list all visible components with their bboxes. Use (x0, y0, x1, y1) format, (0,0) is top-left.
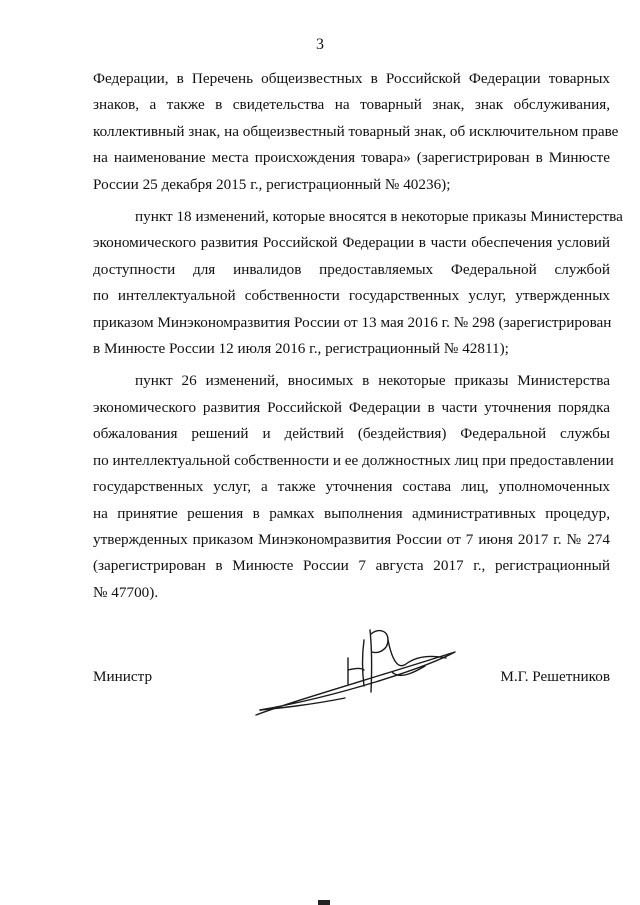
text-line: приказом Минэкономразвития России от 13 мая 2016 г. № 298 (зарегистрирован (93, 313, 612, 331)
text-line: России 25 декабря 2015 г., регистрационный № 40236); (93, 175, 451, 193)
signatory-title: Министр (93, 668, 153, 685)
paragraph-3 (93, 368, 614, 606)
text-line: коллективный знак, на общеизвестный товарный знак, об исключительном праве (93, 122, 619, 140)
text-line: по интеллектуальной собственности и ее должностных лиц при предоставлении (93, 451, 614, 469)
text-line: экономического развития Российской Федерации в части обеспечения условий (93, 234, 610, 252)
text-line: в Минюсте России 12 июля 2016 г., регистрационный № 42811); (93, 340, 509, 358)
text-line: пункт 26 изменений, вносимых в некоторые приказы Министерства (135, 372, 610, 390)
text-line: пункт 18 изменений, которые вносятся в некоторые приказы Министерства (135, 208, 623, 226)
text-line: обжалования решений и действий (бездействия) Федеральной службы (93, 425, 610, 443)
signature-block (93, 668, 610, 698)
text-line: утвержденных приказом Минэкономразвития России от 7 июня 2017 г. № 274 (93, 530, 610, 548)
page-number: 3 (316, 36, 324, 53)
signatory-name: М.Г. Решетников (500, 668, 610, 685)
scan-edge-mark (318, 900, 330, 905)
paragraph-1 (93, 66, 619, 198)
document-body (93, 66, 623, 606)
paragraph-2 (93, 204, 623, 362)
text-line: на наименование места происхождения товара» (зарегистрирован в Минюсте (93, 149, 610, 167)
text-line: на принятие решения в рамках выполнения административных процедур, (93, 504, 610, 522)
text-line: по интеллектуальной собственности государственных услуг, утвержденных (93, 287, 610, 305)
text-line: (зарегистрирован в Минюсте России 7 августа 2017 г., регистрационный (93, 557, 610, 575)
text-line: Федерации, в Перечень общеизвестных в Российской Федерации товарных (93, 70, 610, 87)
text-line: знаков, а также в свидетельства на товарный знак, знак обслуживания, (93, 96, 610, 114)
text-line: экономического развития Российской Федерации в части уточнения порядка (93, 398, 610, 416)
text-line: государственных услуг, а также уточнения состава лиц, уполномоченных (93, 478, 610, 496)
text-line: № 47700). (93, 583, 159, 601)
text-line: доступности для инвалидов предоставляемых Федеральной службой (93, 260, 610, 278)
